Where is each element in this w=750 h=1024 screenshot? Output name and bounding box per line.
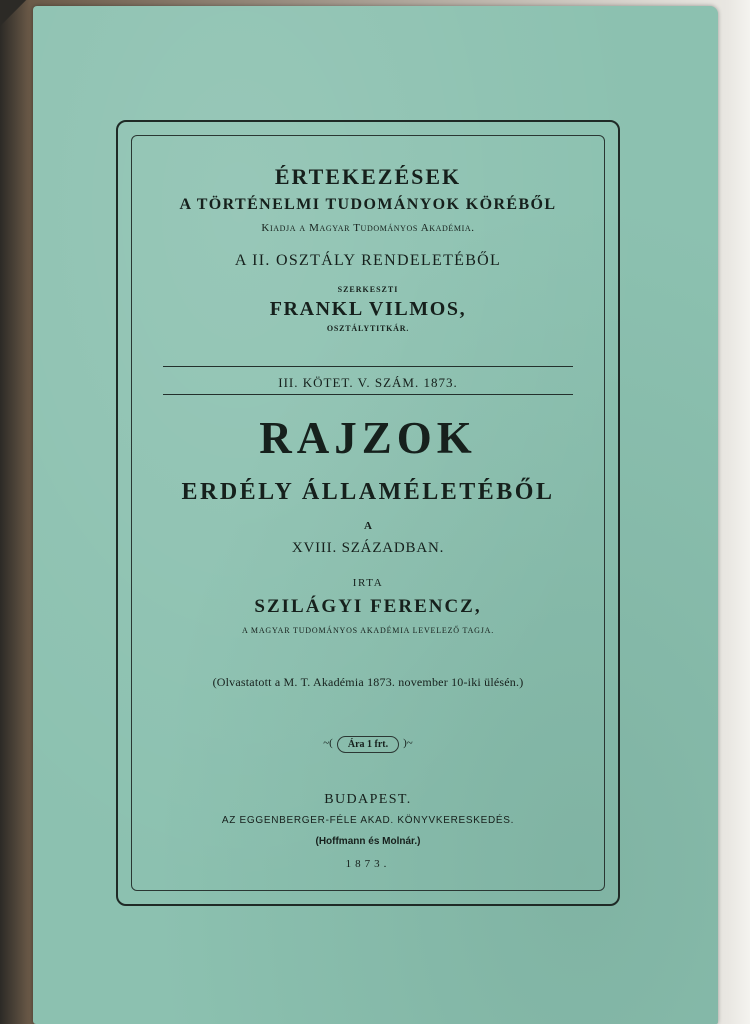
price-ornament — [118, 734, 618, 753]
read-note: (Olvastatott a M. T. Akadémia 1873. november 10-iki ülésén.) — [212, 675, 524, 689]
divider-top — [163, 366, 573, 367]
series-title: ÉRTEKEZÉSEK — [274, 164, 462, 189]
imprint-year: 1873. — [345, 858, 391, 870]
book-cover — [33, 6, 718, 1024]
editor-label: SZERKESZTI — [337, 285, 399, 294]
editor-role: OSZTÁLYTITKÁR. — [326, 324, 410, 333]
imprint-bookshop: AZ EGGENBERGER-FÉLE AKAD. KÖNYVKERESKEDÉS. — [221, 815, 515, 826]
ornament-right-icon: )~ — [403, 737, 413, 750]
century-line: XVIII. SZÁZADBAN. — [291, 540, 445, 556]
price-label: Ára 1 frt. — [337, 736, 399, 753]
imprint-city: BUDAPEST. — [324, 792, 412, 807]
series-subtitle: A TÖRTÉNELMI TUDOMÁNYOK KÖRÉBŐL — [179, 196, 557, 213]
cover-frame — [116, 120, 620, 906]
imprint-bookshop-sub: (Hoffmann és Molnár.) — [315, 836, 421, 847]
editor-name: FRANKL VILMOS, — [269, 298, 467, 320]
publisher-line: Kiadja a Magyar Tudományos Akadémia. — [261, 222, 475, 234]
work-title: RAJZOK — [259, 413, 477, 463]
volume-line: III. KÖTET. V. SZÁM. 1873. — [278, 375, 458, 390]
work-subtitle: ERDÉLY ÁLLAMÉLETÉBŐL — [181, 479, 555, 505]
author-name: SZILÁGYI FERENCZ, — [254, 596, 482, 617]
author-role: A MAGYAR TUDOMÁNYOS AKADÉMIA LEVELEZŐ TAGJA. — [241, 626, 495, 635]
ornament-left-icon: ~( — [323, 737, 333, 750]
a-line: A — [364, 520, 372, 532]
cover-content — [118, 122, 618, 904]
order-line: A II. OSZTÁLY RENDELETÉBŐL — [234, 252, 502, 269]
irta-label: IRTA — [352, 577, 384, 589]
divider-bottom — [163, 394, 573, 395]
